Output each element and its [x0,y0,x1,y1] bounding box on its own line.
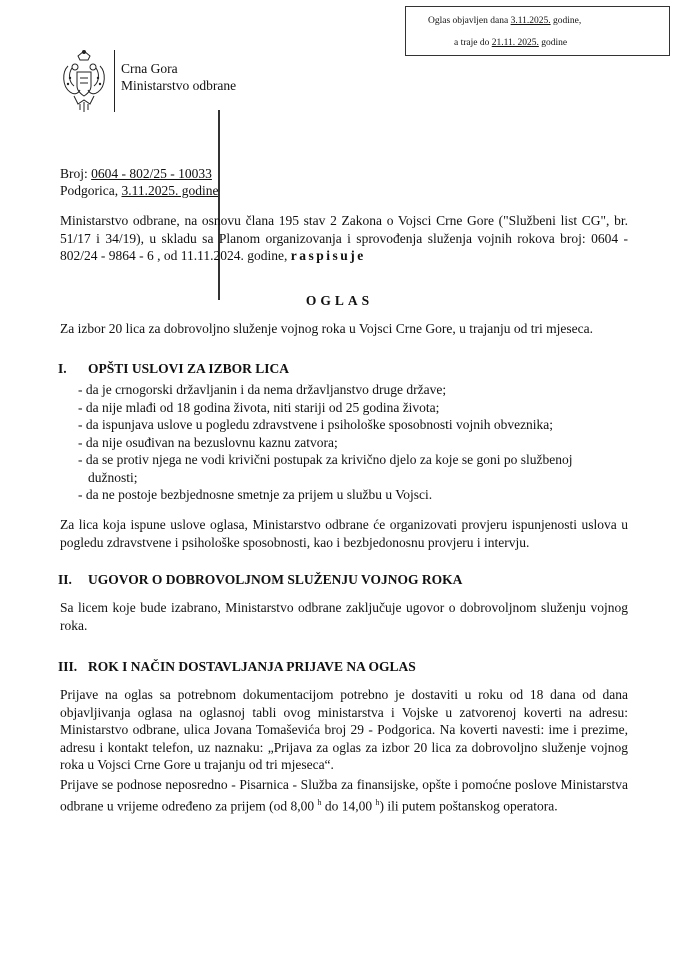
intro-paragraph: Ministarstvo odbrane, na osnovu člana 195 stav 2 Zakona o Vojsci Crne Gore ("Službeni list CG", br. 51/17 i 34/19), u skladu sa Planom organizovanja i sprovođenja služenja vojnih rokova broj: 0604 - 802/24 - 9864 - 6 , od 11.11.2024. godine, raspisuje [60,213,628,263]
reference-date: Podgorica, 3.11.2025. godine [60,183,219,198]
publication-stamp [405,6,670,56]
subtitle: Za izbor 20 lica za dobrovoljno služenje vojnog roka u Vojsci Crne Gore, u trajanju od tri mjeseca. [60,321,593,336]
stamp-line-1: Oglas objavljen dana 3.11.2025. godine, [428,16,582,26]
document-title: OGLAS [305,293,374,308]
section-3-paragraph-1: Prijave na oglas sa potrebnom dokumentacijom potrebno je dostaviti u roku od 18 dana od dana objavljivanja oglasa na oglasnoj tabli ovog ministarstva i Vojske u zatvorenoj koverti na adresu: Ministarstvo odbrane, ulica Jovana Tomaševića broj 29 - Podgorica. Na koverti navesti: ime i prezime, adresu i kontakt telefon, uz naznaku: „Prijava za oglas za izbor 20 lica za dobrovoljno služenje vojnog roka u Vojsci Crne Gore u trajanju od tri mjeseca“. [60,687,628,772]
section-3-paragraph-2: Prijave se podnose neposredno - Pisarnica - Služba za finansijske, opšte i pomoćne poslove Ministarstva odbrane u vrijeme određeno za prijem (od 8,00 $^h$ do 14,00 $^h$) ili putem poštanskog operatora. [60,777,628,813]
list-item: - da ne postoje bezbjednosne smetnje za prijem u službu u Vojsci. [78,487,433,502]
scan-artifact-line [218,110,220,300]
list-item: - da nije osuđivan na bezuslovnu kaznu zatvora; [78,434,338,450]
stamp-line-2: a traje do 21.11. 2025. godine [454,38,568,48]
organization-name: Crna Gora Ministarstvo odbrane [121,61,237,93]
montenegro-coat-of-arms-icon [58,48,110,114]
section-2-heading: II. UGOVOR O DOBROVOLJNOM SLUŽENJU VOJNOG ROKA [58,572,463,587]
section-3-heading: III. ROK I NAČIN DOSTAVLJANJA PRIJAVE NA OGLAS [58,659,416,674]
list-item: - da nije mlađi od 18 godina života, niti stariji od 25 godina života; [78,399,440,415]
reference-number: Broj: 0604 - 802/25 - 10033 [60,166,212,181]
conditions-list [78,381,623,504]
section-1-closing: Za lica koja ispune uslove oglasa, Ministarstvo odbrane će organizovati provjeru ispunjenosti uslova u pogledu zdravstvene i psihološke sposobnosti, kao i bezbjedonosnu provjeru i intervju. [60,517,628,550]
header-divider [114,50,115,112]
list-item: - da ispunjava uslove u pogledu zdravstvene i psihološke sposobnosti vojnih obveznika; [78,417,554,432]
list-item: - da je crnogorski državljanin i da nema državljanstvo druge države; [78,382,447,397]
reference-block [60,165,219,199]
section-2-text: Sa licem koje bude izabrano, Ministarstvo odbrane zaključuje ugovor o dobrovoljnom služenju vojnog roka. [60,600,628,633]
list-item: - da se protiv njega ne vodi krivični postupak za krivično djelo za koje se goni po službenoj dužnosti; [78,452,573,485]
section-1-heading: I. OPŠTI USLOVI ZA IZBOR LICA [58,361,290,376]
